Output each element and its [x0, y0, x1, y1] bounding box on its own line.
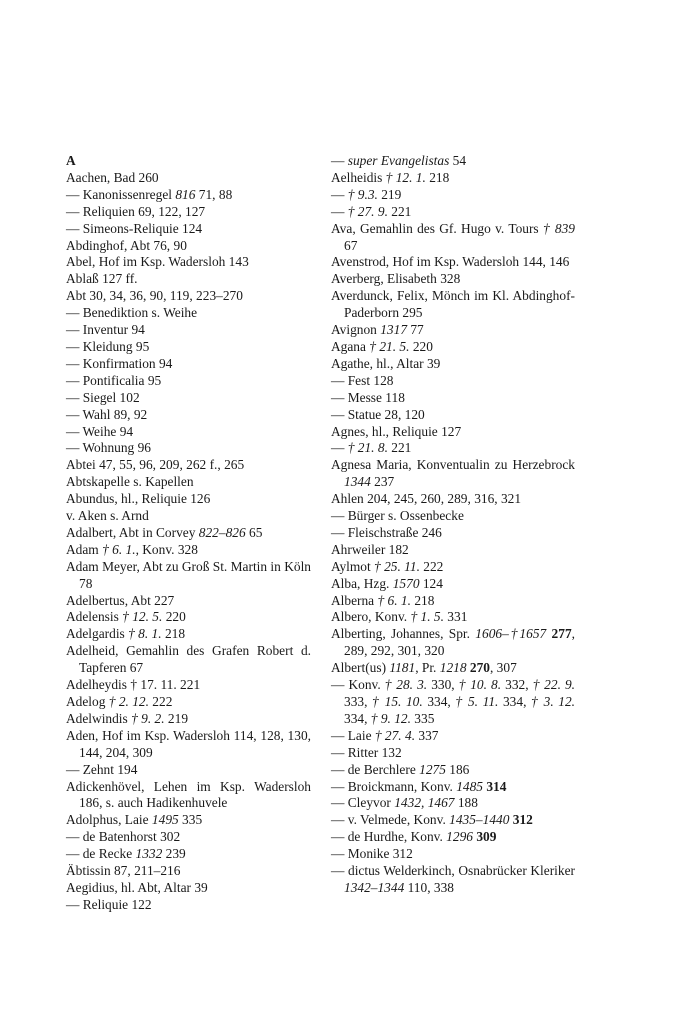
- entry-text: — Monike 312: [331, 846, 413, 862]
- italic-text: † 2. 12.: [108, 694, 149, 709]
- index-entry: [331, 508, 575, 525]
- entry-text: Agathe, hl., Altar 39: [331, 355, 441, 371]
- index-entry: [66, 626, 311, 643]
- index-entry: [66, 424, 311, 441]
- entry-text: — Fleischstraße 246: [331, 524, 442, 540]
- index-entry: [66, 440, 311, 457]
- index-entry: [331, 187, 575, 204]
- entry-text: Abt 30, 34, 36, 90, 119, 223–270: [66, 288, 243, 304]
- entry-text: A: [66, 153, 76, 168]
- entry-text: 219: [164, 710, 189, 726]
- italic-text: † 12. 5.: [122, 609, 163, 625]
- index-entry: [66, 170, 311, 187]
- entry-text: — v. Velmede, Konv.: [331, 812, 450, 828]
- entry-text: 221: [387, 440, 412, 456]
- entry-text: Albero, Konv.: [331, 609, 411, 625]
- index-entry: [66, 187, 311, 204]
- entry-text: — Kleidung 95: [66, 338, 150, 354]
- entry-text: 218: [410, 592, 435, 608]
- entry-text: — de Recke: [66, 846, 136, 862]
- index-entry: [66, 880, 311, 897]
- italic-text: † 6. 1.: [102, 541, 136, 557]
- entry-text: — Laie: [331, 727, 375, 743]
- italic-text: 816: [175, 186, 196, 202]
- index-entry: [331, 525, 575, 542]
- italic-text: † 25. 11.: [374, 558, 420, 574]
- entry-text: Aylmot: [331, 558, 375, 574]
- entry-text: 218: [161, 626, 186, 642]
- index-entry: [331, 356, 575, 373]
- index-entry: [66, 677, 311, 694]
- index-entry: [66, 322, 311, 339]
- index-entry: [66, 525, 311, 542]
- bold-page-number: 314: [486, 778, 507, 794]
- index-entry: [66, 897, 311, 914]
- entry-text: Abundus, hl., Reliquie 126: [66, 491, 211, 507]
- index-entry: [66, 356, 311, 373]
- index-entry: [66, 728, 311, 762]
- italic-text: super Evangelistas: [347, 153, 450, 168]
- bold-page-number: 270: [469, 660, 490, 676]
- entry-text: Abel, Hof im Ksp. Wadersloh 143: [66, 254, 249, 270]
- entry-text: Abtei 47, 55, 96, 209, 262 f., 265: [66, 457, 245, 473]
- index-entry: [331, 153, 575, 170]
- italic-text: 1435–1440: [449, 812, 510, 828]
- entry-text: Adalbert, Abt in Corvey: [66, 524, 199, 540]
- bold-page-number: 277: [551, 626, 572, 642]
- entry-text: 219: [377, 186, 402, 202]
- italic-text: † 1. 5.: [410, 609, 444, 625]
- entry-text: Aachen, Bad 260: [66, 169, 159, 185]
- entry-text: — Ritter 132: [331, 744, 402, 760]
- entry-text: — Simeons-Reliquie 124: [66, 220, 203, 236]
- entry-text: 218: [425, 169, 450, 185]
- index-entry: [66, 508, 311, 525]
- entry-text: 333,: [344, 694, 373, 709]
- index-entry: [66, 829, 311, 846]
- index-entry: [331, 745, 575, 762]
- entry-text: , 307: [489, 660, 517, 676]
- index-entry: [331, 812, 575, 829]
- italic-text: 1485: [456, 778, 483, 794]
- index-entry: [331, 863, 575, 897]
- index-entry: [331, 829, 575, 846]
- index-entry: [331, 626, 575, 660]
- bold-page-number: 309: [476, 829, 497, 845]
- italic-text: † 9. 12.: [370, 710, 411, 726]
- entry-text: 334,: [422, 694, 456, 709]
- index-entry: [331, 795, 575, 812]
- entry-text: Äbtissin 87, 211–216: [66, 863, 181, 879]
- entry-text: — Kanonissenregel: [66, 186, 176, 202]
- entry-text: Adelgardis: [66, 626, 129, 642]
- entry-text: Adelwindis: [66, 710, 132, 726]
- italic-text: 1495: [151, 812, 179, 828]
- index-entry: [66, 204, 311, 221]
- index-entry: [331, 322, 575, 339]
- entry-text: v. Aken s. Arnd: [66, 508, 149, 524]
- entry-text: Aegidius, hl. Abt, Altar 39: [66, 879, 208, 895]
- entry-text: — Fest 128: [331, 372, 394, 388]
- entry-text: Abtskapelle s. Kapellen: [66, 474, 194, 490]
- entry-text: — Wohnung 96: [66, 440, 151, 456]
- entry-text: — Messe 118: [331, 389, 405, 405]
- section-letter: [66, 153, 311, 170]
- entry-text: — Bürger s. Ossenbecke: [331, 508, 464, 524]
- index-entry: [331, 390, 575, 407]
- italic-text: 1181: [389, 660, 416, 676]
- index-entry: [331, 728, 575, 745]
- index-entry: [331, 170, 575, 187]
- entry-text: Adam Meyer, Abt zu Groß St. Martin in Köln 78: [66, 558, 311, 591]
- entry-text: 124: [419, 575, 443, 591]
- entry-text: Ahlen 204, 245, 260, 289, 316, 321: [331, 491, 522, 507]
- index-entry: [66, 812, 311, 829]
- italic-text: † 9.3.: [347, 186, 378, 202]
- entry-text: —: [331, 186, 348, 202]
- entry-text: 330,: [427, 677, 459, 693]
- entry-text: 71, 88: [195, 186, 233, 202]
- entry-text: Albert(us): [331, 660, 390, 676]
- index-column-right: [331, 153, 575, 897]
- entry-text: 77: [407, 322, 424, 338]
- entry-text: — Statue 28, 120: [331, 406, 425, 422]
- index-entry: [331, 609, 575, 626]
- entry-text: —: [331, 440, 348, 456]
- index-entry: [331, 677, 575, 728]
- entry-text: , 289, 292, 301, 320: [344, 626, 575, 659]
- index-entry: [66, 457, 311, 474]
- entry-text: , Konv. 328: [135, 541, 198, 557]
- entry-text: — Wahl 89, 92: [66, 406, 148, 422]
- entry-text: — Konv.: [331, 677, 385, 693]
- index-entry: [66, 609, 311, 626]
- entry-text: Agana: [331, 338, 370, 354]
- index-entry: [66, 694, 311, 711]
- bold-page-number: 312: [512, 812, 533, 828]
- index-entry: [66, 254, 311, 271]
- entry-text: —: [331, 153, 348, 168]
- entry-text: 331: [443, 609, 468, 625]
- italic-text: † 27. 9.: [347, 203, 388, 219]
- entry-text: Avignon: [331, 322, 381, 338]
- index-entry: [66, 779, 311, 813]
- index-entry: [331, 593, 575, 610]
- italic-text: † 9. 2.: [131, 710, 165, 726]
- entry-text: — Konfirmation 94: [66, 355, 173, 371]
- italic-text: † 27. 4.: [374, 727, 416, 743]
- entry-text: 335: [410, 710, 435, 726]
- entry-text: 186: [445, 761, 470, 777]
- index-entry: [66, 390, 311, 407]
- entry-text: Alberting, Johannes, Spr.: [331, 626, 476, 642]
- index-entry: [331, 576, 575, 593]
- entry-text: 188: [454, 795, 478, 811]
- italic-text: † 8. 1.: [128, 626, 162, 642]
- index-entry: [331, 254, 575, 271]
- entry-text: Averdunck, Felix, Mönch im Kl. Abdinghof-Paderborn 295: [331, 288, 575, 321]
- italic-text: 1296: [446, 829, 473, 845]
- index-entry: [66, 271, 311, 288]
- entry-text: Ahrweiler 182: [331, 541, 409, 557]
- index-entry: [331, 339, 575, 356]
- entry-text: 54: [449, 153, 467, 168]
- index-entry: [66, 474, 311, 491]
- italic-text: † 12. 1.: [385, 169, 426, 185]
- italic-text: 1218: [439, 660, 467, 676]
- index-entry: [331, 424, 575, 441]
- entry-text: — Reliquie 122: [66, 896, 152, 912]
- index-entry: [331, 407, 575, 424]
- italic-text: 1317: [380, 322, 408, 338]
- entry-text: Adelheid, Gemahlin des Grafen Robert d. Tapferen 67: [66, 643, 311, 676]
- index-entry: [66, 711, 311, 728]
- entry-text: Adelheydis † 17. 11. 221: [66, 677, 201, 693]
- italic-text: † 21. 5.: [369, 338, 410, 354]
- italic-text: † 839: [542, 220, 576, 236]
- italic-text: 1432, 1467: [394, 795, 455, 811]
- italic-text: † 10. 8.: [458, 677, 502, 693]
- index-entry: [66, 846, 311, 863]
- index-entry: [331, 373, 575, 390]
- entry-text: — de Berchlere: [331, 761, 420, 777]
- entry-text: 337: [415, 727, 439, 743]
- entry-text: Adelensis: [66, 609, 123, 625]
- entry-text: — Reliquien 69, 122, 127: [66, 203, 206, 219]
- entry-text: Alba, Hzg.: [331, 575, 393, 591]
- entry-text: —: [331, 203, 348, 219]
- entry-text: — de Hurdhe, Konv.: [331, 829, 447, 845]
- entry-text: 239: [162, 846, 186, 862]
- index-entry: [331, 660, 575, 677]
- italic-text: † 22. 9.: [532, 677, 576, 693]
- entry-text: — Cleyvor: [331, 795, 395, 811]
- italic-text: 1332: [135, 846, 163, 862]
- italic-text: 1275: [419, 761, 446, 777]
- index-entry: [66, 762, 311, 779]
- index-entry: [66, 238, 311, 255]
- entry-text: Averberg, Elisabeth 328: [331, 271, 461, 287]
- italic-text: 1570: [392, 575, 420, 591]
- entry-text: 334,: [498, 694, 532, 709]
- entry-text: 334,: [344, 710, 371, 726]
- index-entry: [331, 440, 575, 457]
- entry-text: — dictus Welderkinch, Osnabrücker Kleriker: [331, 863, 575, 879]
- italic-text: 1344: [344, 474, 371, 490]
- index-entry: [331, 762, 575, 779]
- entry-text: — Weihe 94: [66, 423, 134, 439]
- entry-text: — de Batenhorst 302: [66, 829, 181, 845]
- index-entry: [66, 593, 311, 610]
- italic-text: † 28. 3.: [384, 677, 428, 693]
- entry-text: Agnesa Maria, Konventualin zu Herzebrock: [331, 457, 575, 473]
- entry-text: Abdinghof, Abt 76, 90: [66, 237, 187, 253]
- index-entry: [331, 271, 575, 288]
- entry-text: Adelbertus, Abt 227: [66, 592, 175, 608]
- italic-text: † 21. 8.: [347, 440, 388, 456]
- entry-text: Adolphus, Laie: [66, 812, 152, 828]
- index-entry: [66, 559, 311, 593]
- index-entry: [66, 221, 311, 238]
- entry-text: 335: [178, 812, 203, 828]
- index-entry: [66, 643, 311, 677]
- index-entry: [66, 863, 311, 880]
- index-entry: [331, 542, 575, 559]
- entry-text: Adelog: [66, 694, 109, 709]
- entry-text: Aden, Hof im Ksp. Wadersloh 114, 128, 130, 144, 204, 309: [66, 727, 311, 760]
- entry-text: Ablaß 127 ff.: [66, 271, 138, 287]
- entry-text: 220: [162, 609, 186, 625]
- italic-text: 1342–1344: [344, 879, 405, 895]
- index-entry: [66, 542, 311, 559]
- entry-text: 237: [370, 474, 395, 490]
- entry-text: 332,: [501, 677, 533, 693]
- italic-text: 1606–†1657: [475, 626, 547, 642]
- index-column-left: [66, 153, 311, 914]
- italic-text: † 15. 10.: [372, 694, 423, 709]
- entry-text: — Benediktion s. Weihe: [66, 305, 198, 321]
- index-entry: [331, 221, 575, 255]
- index-entry: [331, 846, 575, 863]
- index-entry: [331, 491, 575, 508]
- entry-text: Adam: [66, 541, 103, 557]
- index-entry: [66, 407, 311, 424]
- index-entry: [66, 339, 311, 356]
- entry-text: Adickenhövel, Lehen im Ksp. Wadersloh 186, s. auch Hadikenhuvele: [66, 778, 311, 811]
- entry-text: 110, 338: [404, 879, 454, 895]
- italic-text: 822–826: [198, 524, 246, 540]
- index-entry: [331, 559, 575, 576]
- entry-text: 65: [245, 524, 263, 540]
- entry-text: — Pontificalia 95: [66, 372, 162, 388]
- index-entry: [331, 288, 575, 322]
- entry-text: Agnes, hl., Reliquie 127: [331, 423, 462, 439]
- entry-text: Avenstrod, Hof im Ksp. Wadersloh 144, 146: [331, 254, 570, 270]
- entry-text: Ava, Gemahlin des Gf. Hugo v. Tours: [331, 220, 543, 236]
- entry-text: — Inventur 94: [66, 322, 145, 338]
- index-entry: [66, 373, 311, 390]
- entry-text: Alberna: [331, 592, 378, 608]
- italic-text: † 5. 11.: [455, 694, 499, 709]
- italic-text: † 6. 1.: [377, 592, 411, 608]
- index-entry: [331, 779, 575, 796]
- entry-text: 221: [387, 203, 412, 219]
- index-entry: [66, 288, 311, 305]
- entry-text: — Zehnt 194: [66, 761, 138, 777]
- entry-text: Aelheidis: [331, 169, 386, 185]
- index-entry: [66, 305, 311, 322]
- entry-text: 222: [419, 558, 444, 574]
- entry-text: 222: [148, 694, 173, 709]
- index-entry: [331, 457, 575, 491]
- entry-text: 67: [344, 237, 358, 253]
- entry-text: — Broickmann, Konv.: [331, 778, 457, 794]
- entry-text: , Pr.: [415, 660, 440, 676]
- index-entry: [66, 491, 311, 508]
- entry-text: 220: [409, 338, 433, 354]
- entry-text: — Siegel 102: [66, 389, 140, 405]
- index-entry: [331, 204, 575, 221]
- italic-text: † 3. 12.: [531, 694, 576, 709]
